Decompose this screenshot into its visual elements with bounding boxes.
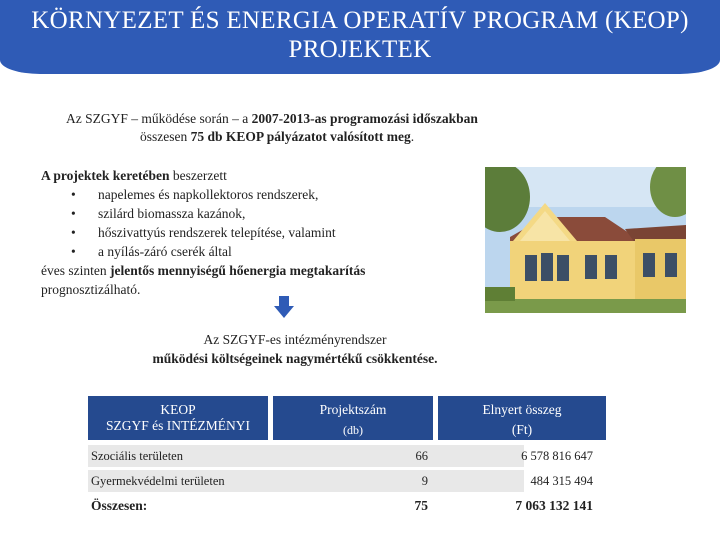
- table-header-amount: [438, 396, 606, 440]
- list-item-text: hőszivattyús rendszerek telepítése, valamint: [98, 225, 336, 240]
- conclusion-line1: Az SZGYF-es intézményrendszer: [203, 332, 387, 347]
- header-line1: KEOP: [160, 402, 196, 417]
- conclusion-text: [0, 330, 590, 368]
- header-banner: [0, 0, 720, 74]
- projects-lead-rest: beszerzett: [169, 168, 227, 183]
- closing-last: prognosztizálható.: [41, 282, 141, 297]
- bullet: •: [71, 244, 76, 259]
- header-line2: (db): [343, 423, 363, 437]
- intro-count: 75 db KEOP pályázatot valósított meg: [190, 129, 411, 144]
- projects-lead: A projektek keretében: [41, 168, 170, 183]
- row-count: 9: [421, 474, 428, 488]
- intro-end: .: [410, 129, 415, 144]
- building-photo: [485, 167, 686, 313]
- conclusion-line2: működési költségeinek nagymértékű csökkentése.: [152, 351, 438, 366]
- list-item-text: a nyílás-záró cserék által: [98, 244, 232, 259]
- row-count: 75: [414, 498, 428, 513]
- header-line1: Elnyert összeg: [482, 402, 562, 417]
- building-image: [485, 167, 686, 313]
- bullet: •: [71, 206, 76, 221]
- table-header-keop: [88, 396, 268, 440]
- list-item: [41, 242, 461, 261]
- intro-period: 2007-2013-as programozási időszakban: [251, 111, 478, 126]
- row-label: Összesen:: [91, 498, 148, 513]
- list-item: [41, 204, 461, 223]
- page-title: KÖRNYEZET ÉS ENERGIA OPERATÍV PROGRAM (KEOP) PROJEKTEK: [31, 7, 689, 63]
- projects-list: [41, 185, 461, 261]
- header-line2: (Ft): [511, 422, 533, 437]
- projects-text: [41, 166, 461, 299]
- closing-text: éves szinten: [41, 263, 110, 278]
- table-row-total: [88, 495, 606, 519]
- list-item: [41, 185, 461, 204]
- bullet: •: [71, 187, 76, 202]
- intro-line2: összesen: [140, 129, 191, 144]
- list-item: [41, 223, 461, 242]
- list-item-text: szilárd biomassza kazánok,: [98, 206, 246, 221]
- down-arrow-icon: [274, 296, 294, 318]
- row-amount: 6 578 816 647: [521, 449, 593, 463]
- bullet: •: [71, 225, 76, 240]
- header-line2: SZGYF és INTÉZMÉNYI: [106, 418, 250, 433]
- list-item-text: napelemes és napkollektoros rendszerek,: [98, 187, 319, 202]
- header-line1: Projektszám: [319, 402, 387, 417]
- closing-bold: jelentős mennyiségű hőenergia megtakarítás: [109, 263, 366, 278]
- table-row: [88, 470, 606, 494]
- row-label: Gyermekvédelmi területen: [91, 474, 225, 488]
- table-row: [88, 445, 606, 469]
- table-header-count: [273, 396, 433, 440]
- row-label: Szociális területen: [91, 449, 183, 463]
- intro-line1: Az SZGYF – működése során – a: [66, 111, 252, 126]
- row-amount: 7 063 132 141: [515, 498, 593, 513]
- intro-text: [66, 110, 478, 146]
- row-count: 66: [415, 449, 428, 463]
- row-amount: 484 315 494: [530, 474, 593, 488]
